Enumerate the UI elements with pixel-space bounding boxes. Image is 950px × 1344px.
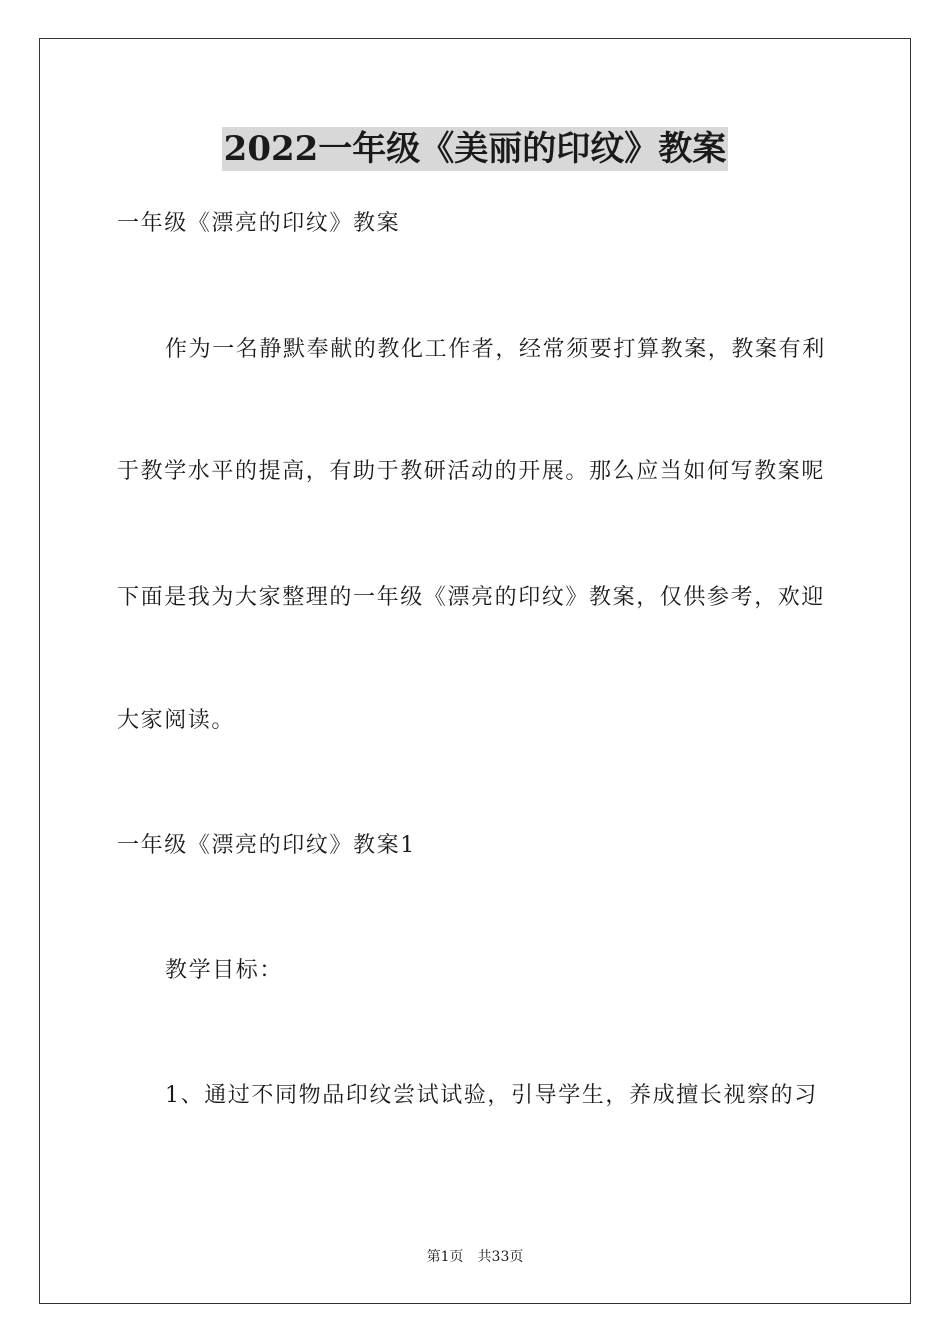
paragraph-line-4: 大家阅读。 — [117, 708, 236, 733]
goal-item-1: 1、通过不同物品印纹尝试试验，引导学生，养成擅长视察的习 — [165, 1083, 818, 1108]
paragraph-line-3: 下面是我为大家整理的一年级《漂亮的印纹》教案，仅供参考，欢迎 — [117, 585, 826, 610]
document-subtitle: 一年级《漂亮的印纹》教案 — [117, 211, 401, 236]
title-container — [0, 127, 950, 171]
section-heading: 一年级《漂亮的印纹》教案1 — [117, 833, 416, 858]
page-footer — [0, 1247, 950, 1267]
page-current: 第1页 — [426, 1249, 464, 1265]
paragraph-line-2: 于教学水平的提高，有助于教研活动的开展。那么应当如何写教案呢 — [117, 459, 826, 484]
page-total: 共33页 — [477, 1249, 524, 1265]
goal-heading: 教学目标： — [165, 958, 284, 983]
paragraph-line-1: 作为一名静默奉献的教化工作者，经常须要打算教案，教案有利 — [165, 337, 826, 362]
document-title: 2022一年级《美丽的印纹》教案 — [223, 129, 727, 169]
